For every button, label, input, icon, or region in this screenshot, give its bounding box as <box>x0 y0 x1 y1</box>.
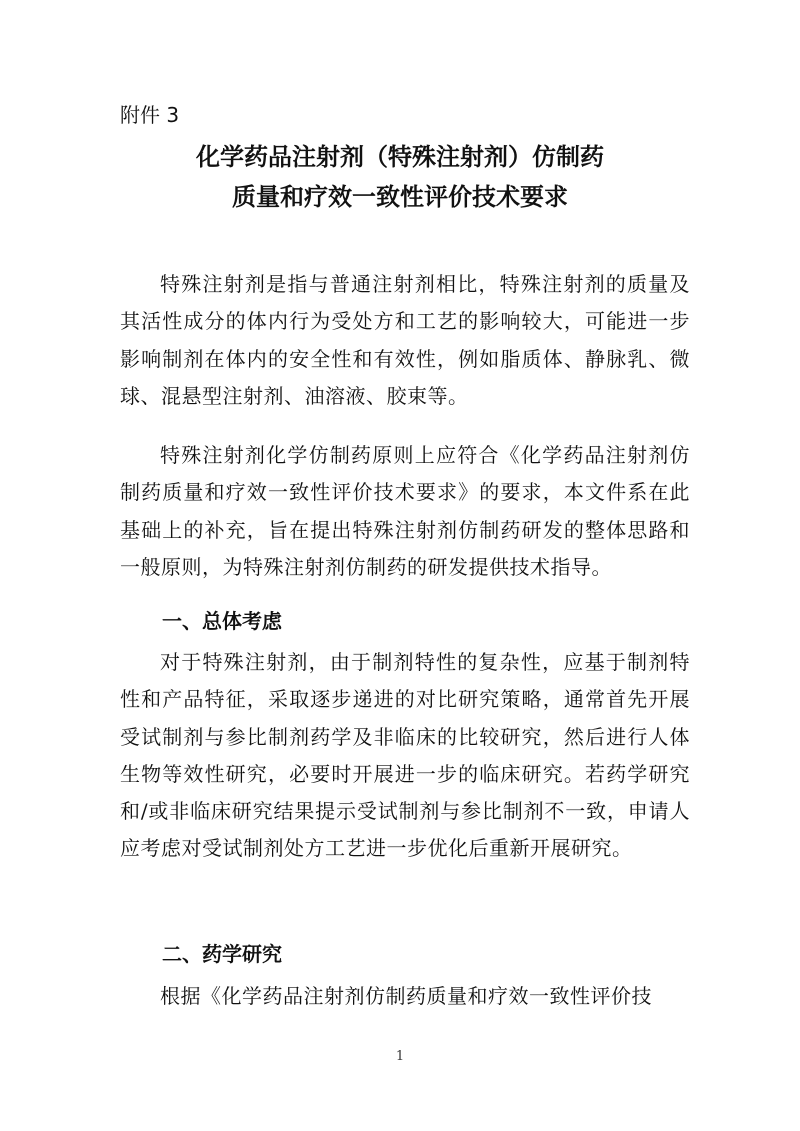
section-heading-2: 二、药学研究 <box>162 942 282 966</box>
document-title-line-1: 化学药品注射剂（特殊注射剂）仿制药 <box>196 143 604 171</box>
section-heading-1: 一、总体考虑 <box>162 609 282 633</box>
attachment-label: 附件 3 <box>120 103 180 127</box>
document-title-line-2: 质量和疗效一致性评价技术要求 <box>232 183 568 211</box>
body-paragraph-1: 特殊注射剂是指与普通注射剂相比，特殊注射剂的质量及其活性成分的体内行为受处方和工艺的影响较大，可能进一步影响制剂在体内的安全性和有效性，例如脂质体、静脉乳、微球、混悬型注射剂、油溶液、胶束等。 <box>120 272 690 408</box>
body-paragraph-3: 对于特殊注射剂，由于制剂特性的复杂性，应基于制剂特性和产品特征，采取逐步递进的对比研究策略，通常首先开展受试制剂与参比制剂药学及非临床的比较研究，然后进行人体生物等效性研究，必要时开展进一步的临床研究。若药学研究和/或非临床研究结果提示受试制剂与参比制剂不一致，申请人应考虑对受试制剂处方工艺进一步优化后重新开展研究。 <box>120 650 690 861</box>
page-number: 1 <box>395 1049 405 1064</box>
body-paragraph-4: 根据《化学药品注射剂仿制药质量和疗效一致性评价技 <box>160 984 652 1008</box>
body-paragraph-2: 特殊注射剂化学仿制药原则上应符合《化学药品注射剂仿制药质量和疗效一致性评价技术要求》的要求，本文件系在此基础上的补充，旨在提出特殊注射剂仿制药研发的整体思路和一般原则，为特殊注射剂仿制药的研发提供技术指导。 <box>120 443 690 579</box>
